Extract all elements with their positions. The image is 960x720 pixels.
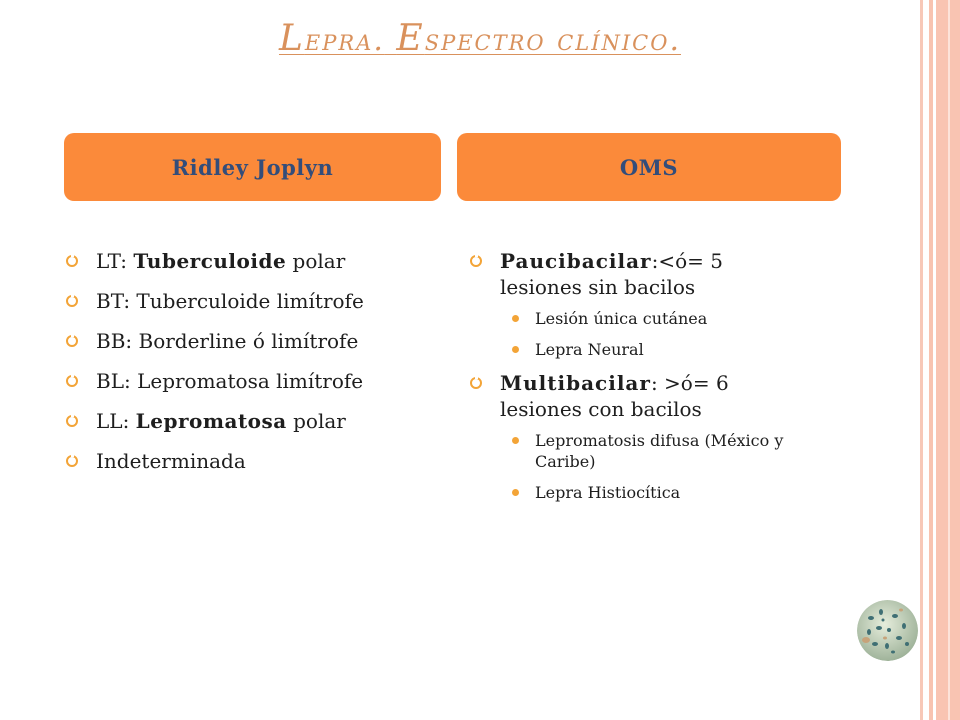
- ring-bullet-icon: [66, 255, 78, 267]
- item-bold: Paucibacilar: [500, 249, 652, 273]
- paucibacilar-group: [470, 248, 800, 360]
- ring-bullet-icon: [66, 295, 78, 307]
- sub-item: [470, 482, 800, 503]
- sub-item: [470, 430, 800, 472]
- dot-bullet-icon: [512, 489, 519, 496]
- decor-stripe: [920, 0, 923, 720]
- header-oms: [457, 133, 841, 201]
- sub-item-text: Lepra Neural: [535, 340, 644, 359]
- multibacilar-group: [470, 370, 800, 503]
- decor-stripe: [929, 0, 933, 720]
- list-item: [66, 328, 456, 354]
- sub-item: [470, 308, 800, 329]
- list-item: [66, 288, 456, 314]
- dot-bullet-icon: [512, 315, 519, 322]
- header-label: Ridley Joplyn: [171, 154, 334, 180]
- list-item: [470, 370, 800, 422]
- item-text: Indeterminada: [96, 449, 246, 473]
- title-cap: E: [396, 18, 425, 59]
- item-bold: Lepromatosa: [135, 409, 287, 433]
- title-cap: L: [278, 18, 305, 59]
- microscopy-orb-icon: [857, 600, 918, 661]
- item-text: BB: Borderline ó limítrofe: [96, 329, 359, 353]
- item-text: BT: Tuberculoide limítrofe: [96, 289, 364, 313]
- sub-item: [470, 339, 800, 360]
- header-ridley-joplyn: [64, 133, 441, 201]
- title-text: epra.: [304, 23, 385, 58]
- dot-bullet-icon: [512, 346, 519, 353]
- item-text: : >ó= 6 lesiones con bacilos: [500, 371, 729, 421]
- header-label: OMS: [619, 154, 679, 180]
- sub-item-text: Lepra Histiocítica: [535, 483, 681, 502]
- list-item: [470, 248, 800, 300]
- list-item: [66, 408, 456, 434]
- ridley-joplyn-list: [66, 248, 456, 488]
- dot-bullet-icon: [512, 437, 519, 444]
- list-item: [66, 368, 456, 394]
- item-text: LL:: [96, 409, 136, 433]
- list-item: [66, 248, 456, 274]
- item-text: polar: [286, 249, 346, 273]
- decor-stripe: [948, 0, 950, 720]
- ring-bullet-icon: [66, 455, 78, 467]
- title-text: spectro clínico.: [424, 23, 681, 58]
- ring-bullet-icon: [470, 377, 482, 389]
- list-item: [66, 448, 456, 474]
- item-text: BL: Lepromatosa limítrofe: [96, 369, 364, 393]
- item-text: LT:: [96, 249, 134, 273]
- item-bold: Tuberculoide: [133, 249, 287, 273]
- oms-list: [470, 248, 800, 513]
- item-bold: Multibacilar: [500, 371, 651, 395]
- item-text: polar: [286, 409, 346, 433]
- ring-bullet-icon: [470, 255, 482, 267]
- ring-bullet-icon: [66, 335, 78, 347]
- sub-item-text: Lesión única cutánea: [535, 309, 708, 328]
- ring-bullet-icon: [66, 375, 78, 387]
- sub-item-text: Lepromatosis difusa (México y Caribe): [535, 431, 784, 471]
- ring-bullet-icon: [66, 415, 78, 427]
- item-text: :<ó= 5 lesiones sin bacilos: [500, 249, 723, 299]
- slide-title: [0, 18, 960, 59]
